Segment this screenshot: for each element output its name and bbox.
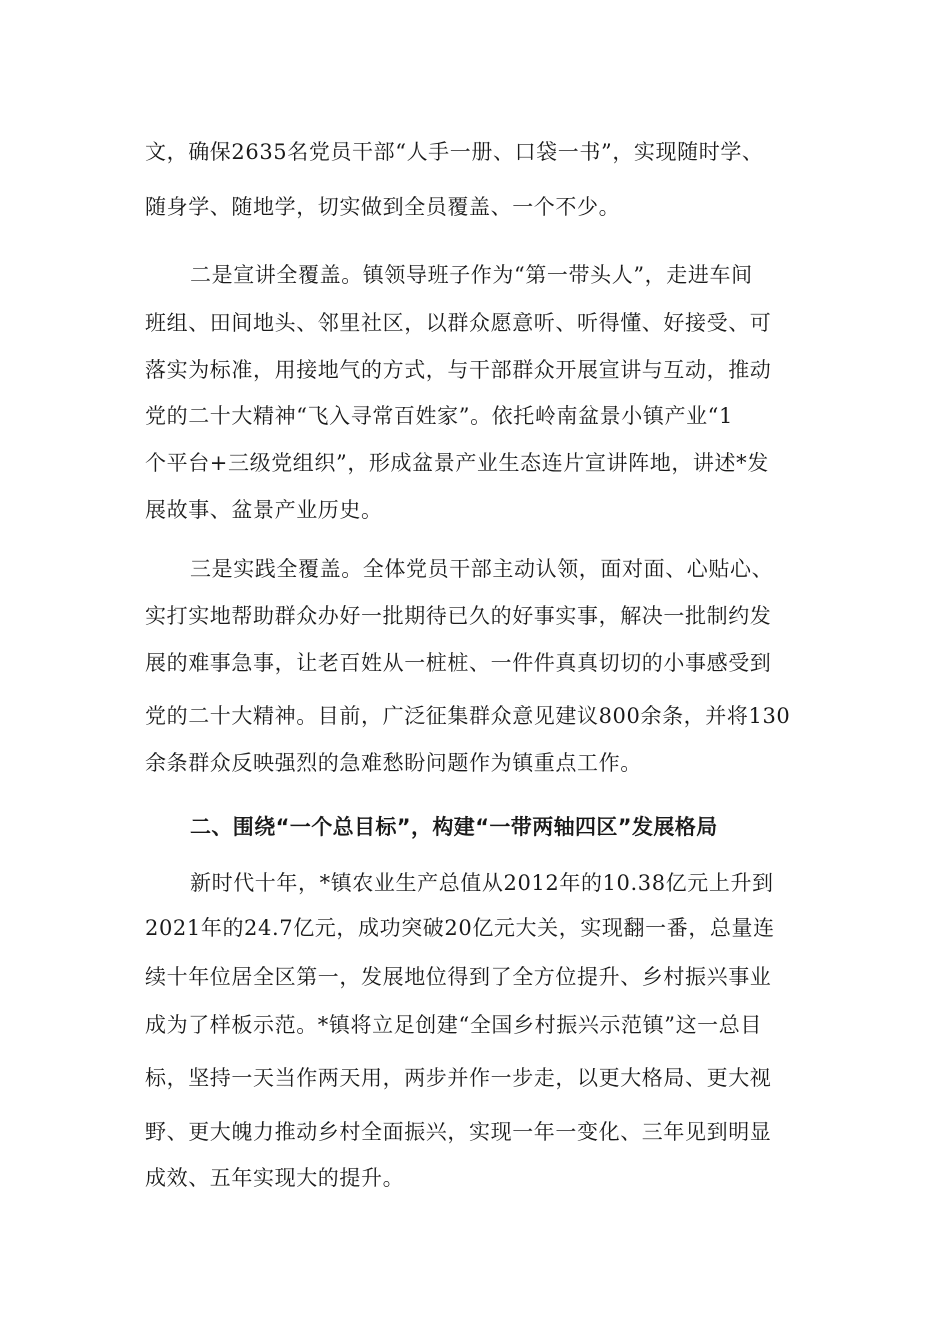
paragraph-line: 个平台+三级党组织”，形成盆景产业生态连片宣讲阵地，讲述*发 xyxy=(145,451,769,475)
paragraph-line: 标，坚持一天当作两天用，两步并作一步走，以更大格局、更大视 xyxy=(145,1066,772,1090)
paragraph-line: 野、更大魄力推动乡村全面振兴，实现一年一变化、三年见到明显 xyxy=(145,1120,772,1144)
paragraph-line: 班组、田间地头、邻里社区，以群众愿意听、听得懂、好接受、可 xyxy=(145,311,772,335)
paragraph-line: 党的二十大精神“飞入寻常百姓家”。依托岭南盆景小镇产业“1 xyxy=(145,404,733,428)
paragraph-line: 成效、五年实现大的提升。 xyxy=(145,1166,405,1190)
paragraph-line: 二是宣讲全覆盖。镇领导班子作为“第一带头人”，走进车间 xyxy=(190,263,753,287)
paragraph-line: 随身学、随地学，切实做到全员覆盖、一个不少。 xyxy=(145,195,621,219)
paragraph-line: 实打实地帮助群众办好一批期待已久的好事实事，解决一批制约发 xyxy=(145,604,772,628)
paragraph-line: 余条群众反映强烈的急难愁盼问题作为镇重点工作。 xyxy=(145,751,642,775)
paragraph-line: 展故事、盆景产业历史。 xyxy=(145,498,383,522)
section-heading: 二、围绕“一个总目标”，构建“一带两轴四区”发展格局 xyxy=(190,815,718,839)
paragraph-line: 续十年位居全区第一，发展地位得到了全方位提升、乡村振兴事业 xyxy=(145,965,772,989)
paragraph-line: 展的难事急事，让老百姓从一桩桩、一件件真真切切的小事感受到 xyxy=(145,651,772,675)
paragraph-line: 文，确保2635名党员干部“人手一册、口袋一书”，实现随时学、 xyxy=(145,140,764,164)
paragraph-line: 新时代十年，*镇农业生产总值从2012年的10.38亿元上升到 xyxy=(190,871,774,895)
paragraph-line: 落实为标准，用接地气的方式，与干部群众开展宣讲与互动，推动 xyxy=(145,358,772,382)
paragraph-line: 三是实践全覆盖。全体党员干部主动认领，面对面、心贴心、 xyxy=(190,557,774,581)
paragraph-line: 2021年的24.7亿元，成功突破20亿元大关，实现翻一番，总量连 xyxy=(145,916,775,940)
paragraph-line: 成为了样板示范。*镇将立足创建“全国乡村振兴示范镇”这一总目 xyxy=(145,1013,762,1037)
paragraph-line: 党的二十大精神。目前，广泛征集群众意见建议800余条，并将130 xyxy=(145,704,791,728)
